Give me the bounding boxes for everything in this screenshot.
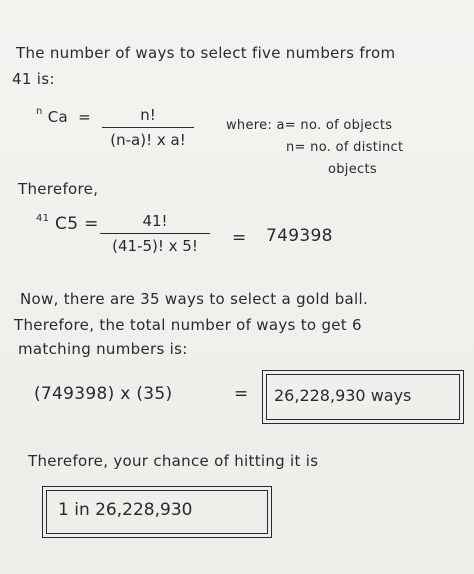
formula-numerator: n! [140, 106, 156, 124]
intro-line-2: 41 is: [12, 70, 55, 88]
formula-n-superscript: n [36, 106, 43, 117]
formula-lhs [36, 108, 91, 126]
calc-fraction [100, 212, 210, 255]
calc-equals: = [84, 214, 99, 234]
calc-superscript: 41 [36, 213, 50, 224]
gold-line-3: matching numbers is: [18, 340, 188, 358]
calc-fraction-bar [100, 233, 210, 234]
calc-equals-2: = [232, 228, 247, 248]
therefore-label: Therefore, [18, 180, 99, 198]
gold-line-1: Now, there are 35 ways to select a gold ball. [20, 290, 369, 308]
product-equals: = [234, 384, 249, 404]
where-line-2: n= no. of distinct [286, 140, 404, 155]
formula-c: Ca [47, 108, 68, 126]
product-expression: (749398) x (35) [34, 384, 173, 404]
formula-fraction-bar [102, 127, 194, 128]
where-line-1: where: a= no. of objects [226, 118, 393, 133]
where-line-3: objects [328, 162, 377, 177]
gold-line-2: Therefore, the total number of ways to get 6 [14, 316, 362, 334]
formula-denominator: (n-a)! x a! [110, 131, 186, 149]
calc-c: C5 [55, 214, 79, 234]
calc-denominator: (41-5)! x 5! [112, 237, 198, 255]
chance-result: 1 in 26,228,930 [58, 500, 193, 520]
formula-fraction [102, 106, 194, 149]
formula-equals: = [78, 108, 91, 126]
chance-line: Therefore, your chance of hitting it is [28, 452, 319, 470]
calc-result: 749398 [266, 226, 333, 246]
product-result: 26,228,930 ways [274, 386, 412, 405]
calc-numerator: 41! [142, 212, 168, 230]
intro-line-1: The number of ways to select five numbers from [16, 44, 396, 62]
calc-lhs [36, 214, 99, 234]
